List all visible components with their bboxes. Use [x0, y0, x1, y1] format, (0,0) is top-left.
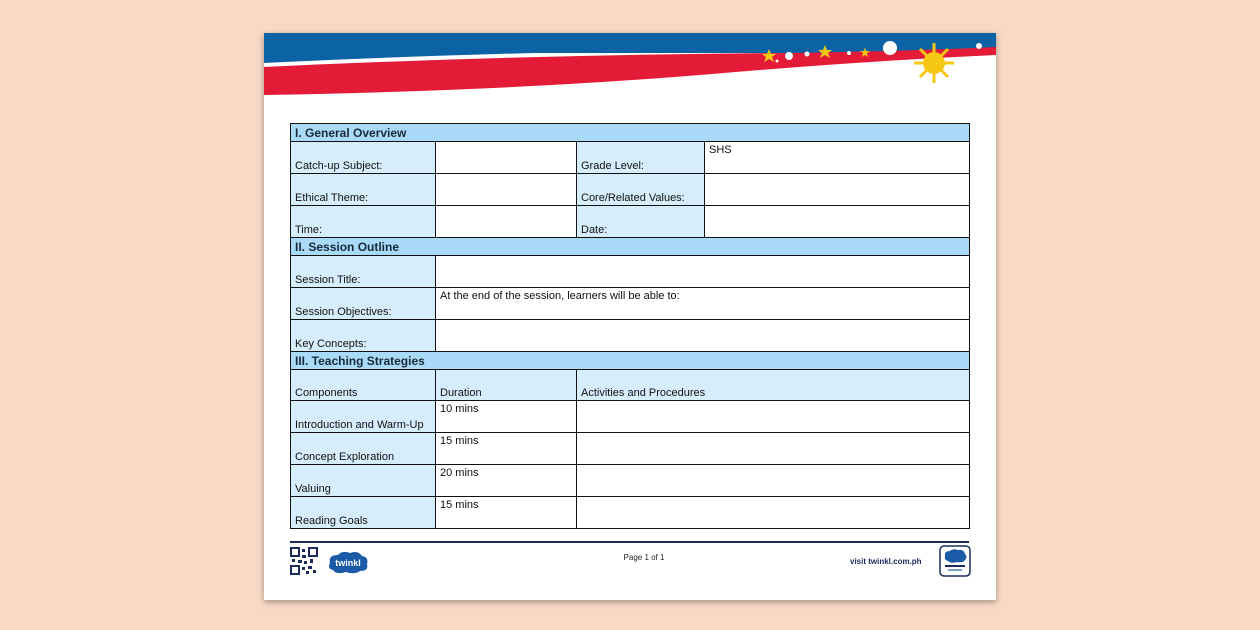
table-row — [291, 465, 970, 497]
lesson-plan-table — [290, 123, 970, 529]
section-title: III. Teaching Strategies — [291, 352, 970, 370]
key-concepts-label: Key Concepts: — [291, 320, 436, 352]
catch-up-subject-field[interactable] — [436, 142, 577, 174]
logo-text: twinkl — [335, 558, 361, 568]
table-row — [291, 433, 970, 465]
activities-field[interactable] — [577, 465, 970, 497]
activities-header: Activities and Procedures — [577, 370, 970, 401]
key-concepts-field[interactable] — [436, 320, 970, 352]
sun-icon — [914, 43, 954, 83]
section-title: I. General Overview — [291, 124, 970, 142]
catch-up-subject-label: Catch-up Subject: — [291, 142, 436, 174]
time-field[interactable] — [436, 206, 577, 238]
strategies-header-row — [291, 370, 970, 401]
worksheet-page — [264, 33, 996, 600]
twinkl-logo-icon — [326, 549, 370, 575]
section-header-outline — [291, 238, 970, 256]
session-title-label: Session Title: — [291, 256, 436, 288]
component-name: Valuing — [291, 465, 436, 497]
activities-field[interactable] — [577, 497, 970, 529]
component-name: Reading Goals — [291, 497, 436, 529]
flag-banner — [264, 33, 996, 103]
duration-header: Duration — [436, 370, 577, 401]
website-link[interactable]: visit twinkl.com.ph — [850, 557, 922, 566]
session-objectives-field[interactable]: At the end of the session, learners will be able to: — [436, 288, 970, 320]
core-values-field[interactable] — [705, 174, 970, 206]
twinkl-badge-icon — [939, 545, 971, 577]
footer-divider — [290, 541, 969, 543]
date-label: Date: — [577, 206, 705, 238]
session-objectives-label: Session Objectives: — [291, 288, 436, 320]
section-header-strategies — [291, 352, 970, 370]
date-field[interactable] — [705, 206, 970, 238]
qr-code-icon — [290, 547, 318, 575]
grade-level-label: Grade Level: — [577, 142, 705, 174]
session-title-field[interactable] — [436, 256, 970, 288]
time-label: Time: — [291, 206, 436, 238]
duration-value: 15 mins — [436, 433, 577, 465]
grade-level-field[interactable]: SHS — [705, 142, 970, 174]
activities-field[interactable] — [577, 401, 970, 433]
duration-value: 20 mins — [436, 465, 577, 497]
duration-value: 15 mins — [436, 497, 577, 529]
ethical-theme-field[interactable] — [436, 174, 577, 206]
activities-field[interactable] — [577, 433, 970, 465]
table-row — [291, 401, 970, 433]
section-header-general — [291, 124, 970, 142]
ethical-theme-label: Ethical Theme: — [291, 174, 436, 206]
components-header: Components — [291, 370, 436, 401]
component-name: Concept Exploration — [291, 433, 436, 465]
duration-value: 10 mins — [436, 401, 577, 433]
page-number: Page 1 of 1 — [623, 553, 665, 562]
table-row — [291, 497, 970, 529]
core-values-label: Core/Related Values: — [577, 174, 705, 206]
section-title: II. Session Outline — [291, 238, 970, 256]
component-name: Introduction and Warm-Up — [291, 401, 436, 433]
